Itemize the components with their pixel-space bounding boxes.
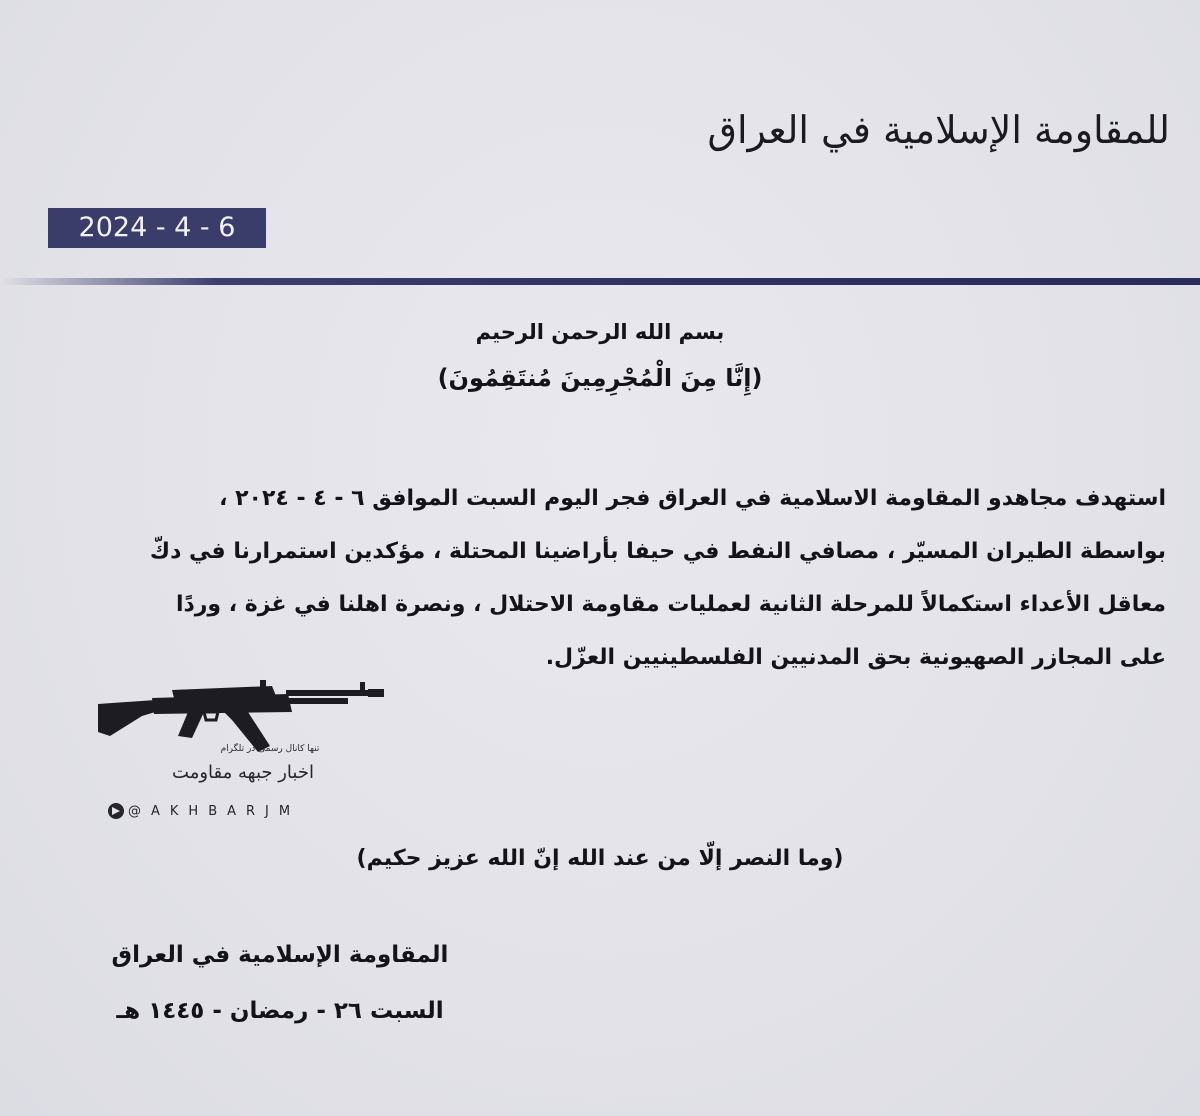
logo-tagline: تنها کانال رسمی در تلگرام	[220, 744, 320, 754]
channel-logo	[92, 676, 392, 826]
statement-body	[36, 472, 1166, 684]
signature-name: المقاومة الإسلامية في العراق	[111, 942, 449, 968]
logo-name: اخبار جبهه مقاومت	[172, 762, 314, 783]
date-badge: 2024 - 4 - 6	[48, 208, 266, 248]
body-line: استهدف مجاهدو المقاومة الاسلامية في العراق فجر اليوم السبت الموافق ٦ - ٤ - ٢٠٢٤ ،	[219, 486, 1166, 511]
basmala: بسم الله الرحمن الرحيم	[475, 320, 725, 344]
body-line: بواسطة الطيران المسيّر ، مصافي النفط في حيفا بأراضينا المحتلة ، مؤكدين استمرارنا في دكّ	[149, 539, 1166, 564]
organization-title: للمقاومة الإسلامية في العراق	[707, 108, 1170, 152]
telegram-icon	[108, 803, 124, 819]
logo-handle: @AKHBARJM	[128, 803, 301, 819]
body-line: معاقل الأعداء استكمالاً للمرحلة الثانية لعمليات مقاومة الاحتلال ، ونصرة اهلنا في غزة ، وردًا	[175, 592, 1166, 617]
body-line: على المجازر الصهيونية بحق المدنيين الفلسطينيين العزّل.	[545, 645, 1166, 670]
logo-handle-row	[108, 802, 300, 820]
signature-date: السبت ٢٦ - رمضان - ١٤٤٥ هـ	[116, 998, 444, 1024]
header-divider	[0, 278, 1200, 285]
quran-verse: (إِنَّا مِنَ الْمُجْرِمِينَ مُنتَقِمُونَ)	[437, 364, 763, 392]
closing-verse: (وما النصر إلّا من عند الله إنّ الله عزيز حكيم)	[356, 846, 844, 871]
